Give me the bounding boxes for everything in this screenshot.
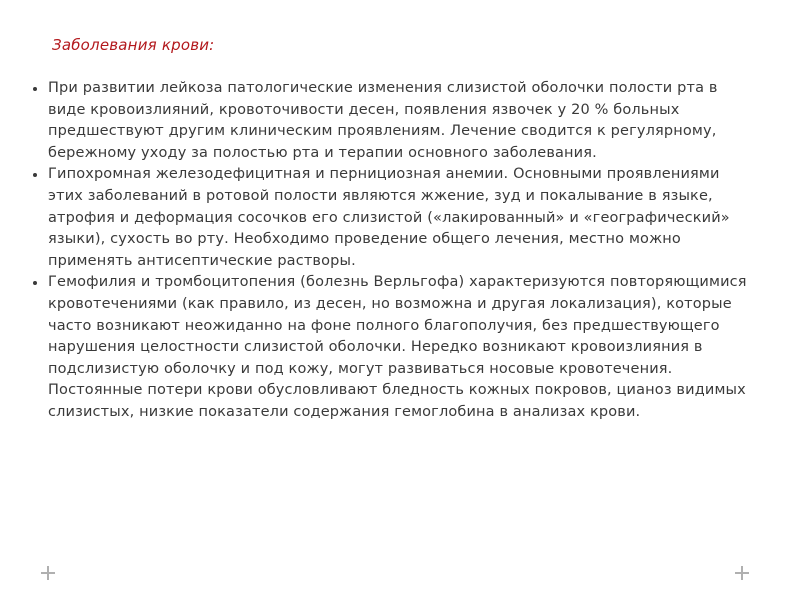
- bullet-dot-icon: [33, 173, 37, 177]
- bullet-item-leukemia: [30, 78, 750, 164]
- bullet-text: При развитии лейкоза патологические изменения слизистой оболочки полости рта в виде кровоизлияний, кровоточивости десен, появления язвочек у 20 % больных предшествуют другим клиническим проявлениям. Лечение сводится к регулярному, бережному уходу за полостью рта и терапии основного заболевания.: [48, 80, 718, 161]
- bullet-dot-icon: [33, 281, 37, 285]
- bullet-text: Гипохромная железодефицитная и пернициозная анемии. Основными проявлениями этих заболеваний в ротовой полости являются жжение, зуд и покалывание в языке, атрофия и деформация сосочков его слизистой («лакированный» и «географический» языки), сухость во рту. Необходимо проведение общего лечения, местно можно применять антисептические растворы.: [48, 166, 730, 269]
- plus-mark-icon: [735, 566, 749, 580]
- bullet-list: [30, 78, 750, 424]
- bullet-item-anemia: [30, 164, 750, 272]
- bullet-item-hemophilia: [30, 272, 750, 423]
- slide-title: Заболевания крови:: [52, 36, 215, 54]
- plus-mark-icon: [41, 566, 55, 580]
- bullet-text: Гемофилия и тромбоцитопения (болезнь Верльгофа) характеризуются повторяющимися кровотечениями (как правило, из десен, но возможна и другая локализация), которые часто возникают неожиданно на фоне полного благополучия, без предшествующего нарушения целостности слизистой оболочки. Нередко возникают кровоизлияния в подслизистую оболочку и под кожу, могут развиваться носовые кровотечения. Постоянные потери крови обусловливают бледность кожных покровов, цианоз видимых слизистых, низкие показатели содержания гемоглобина в анализах крови.: [48, 274, 747, 420]
- bullet-dot-icon: [33, 87, 37, 91]
